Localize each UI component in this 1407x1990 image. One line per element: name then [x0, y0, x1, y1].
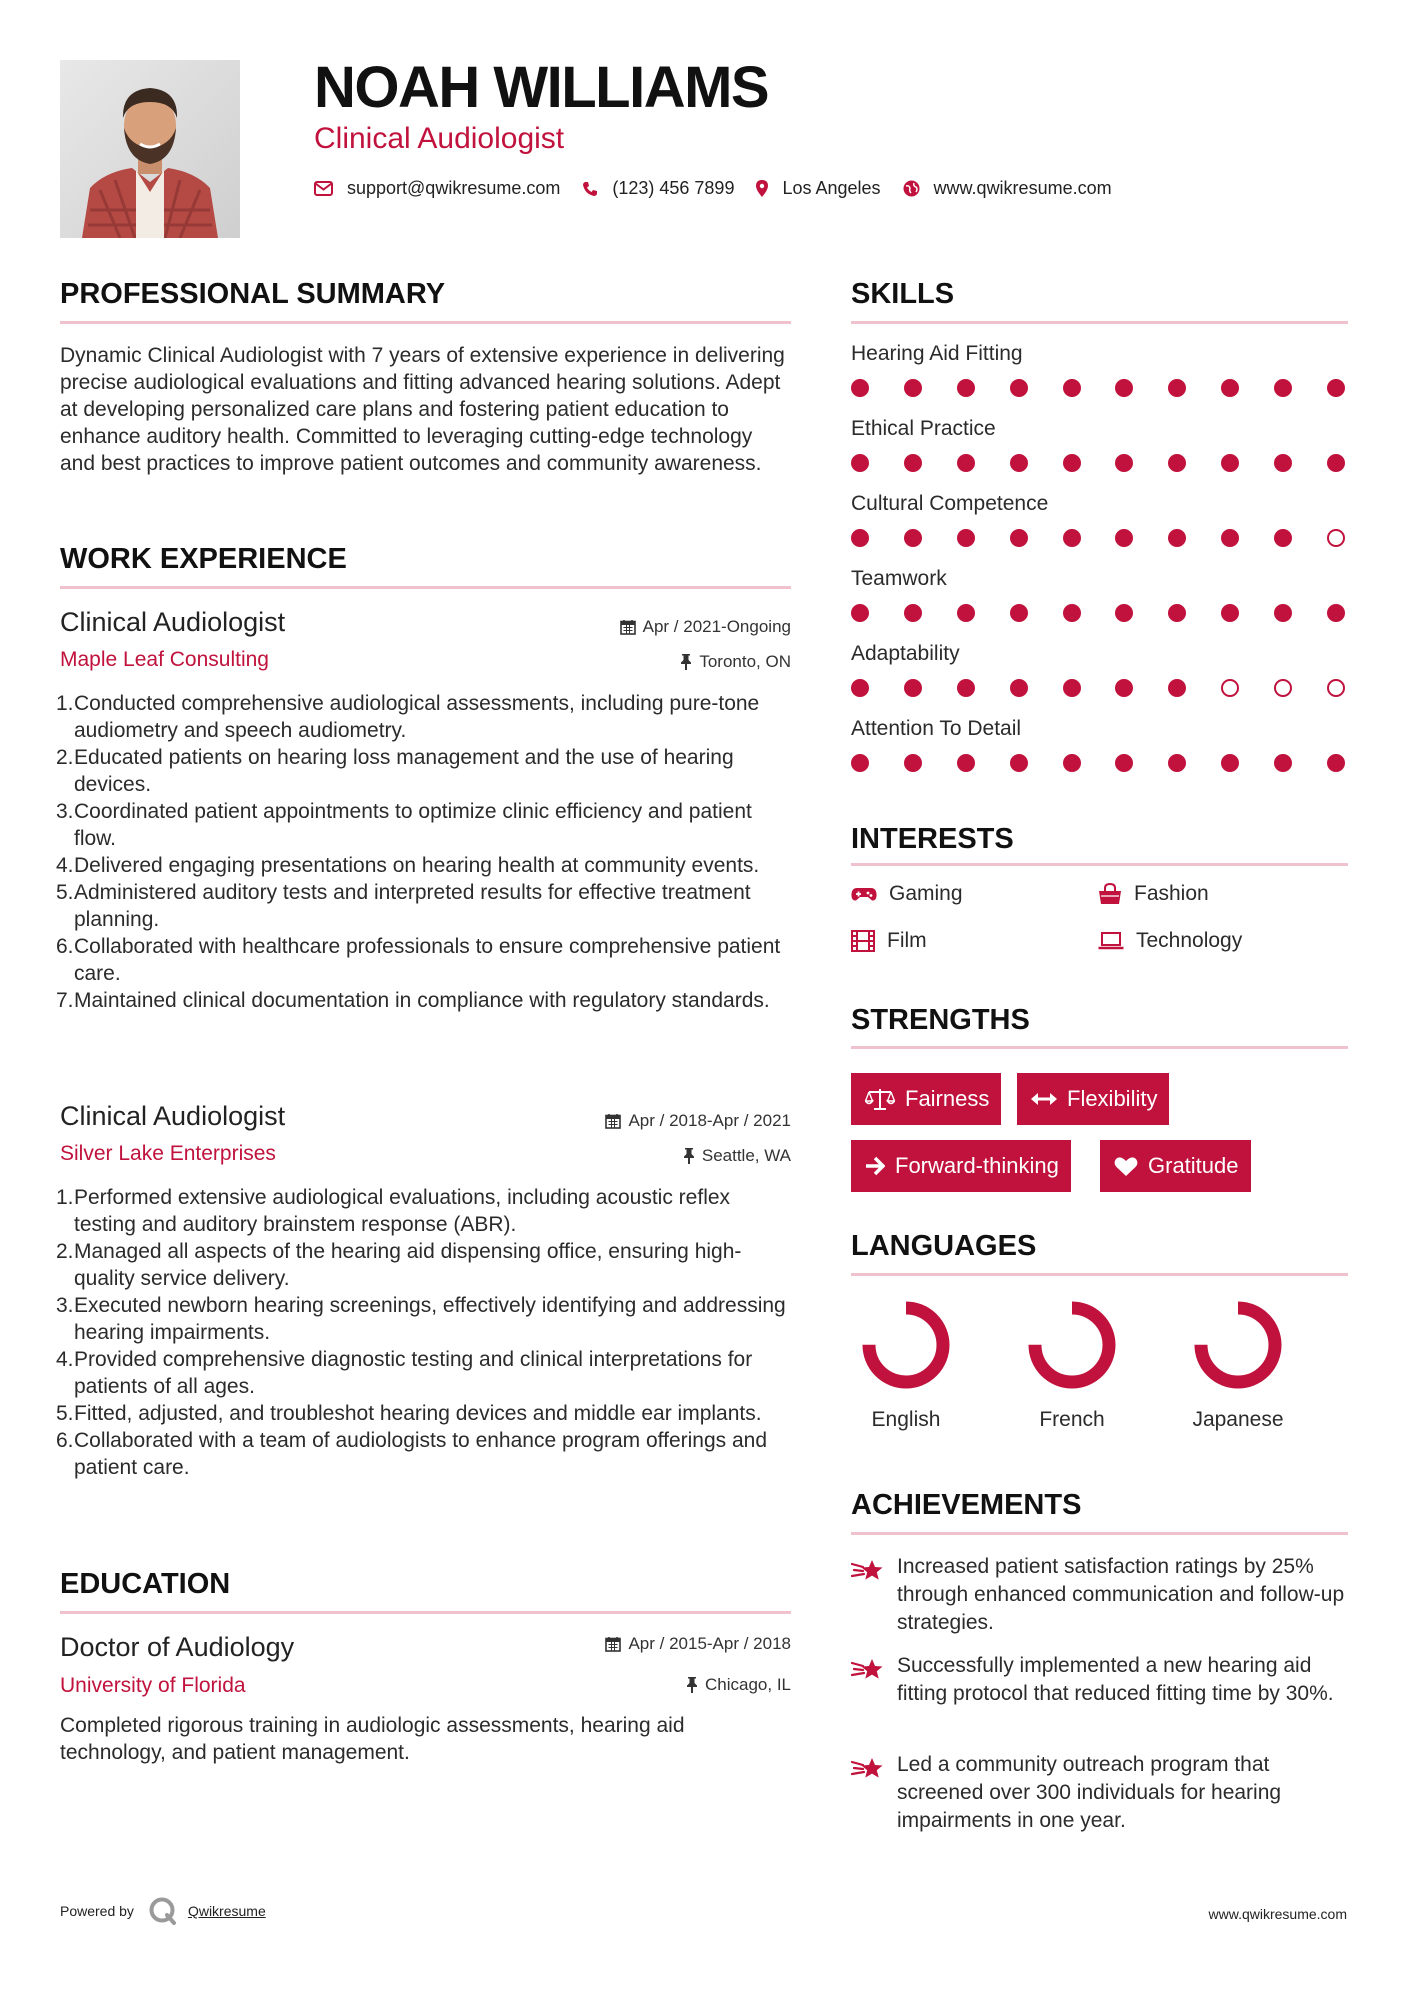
education-divider	[60, 1611, 791, 1614]
duty-text: Educated patients on hearing loss management and the use of hearing devices.	[74, 746, 734, 796]
achievement-text: Successfully implemented a new hearing aid fitting protocol that reduced fitting time by 30%.	[897, 1654, 1334, 1705]
language-ring	[861, 1300, 951, 1390]
interests-divider	[851, 863, 1348, 866]
rating-dot-filled	[1115, 529, 1133, 547]
rating-dot-filled	[1274, 604, 1292, 622]
language-label: French	[1039, 1408, 1105, 1431]
job-duties-list	[56, 1184, 791, 1481]
list-item: 2. Educated patients on hearing loss management and the use of hearing devices.	[56, 744, 791, 798]
language-ring	[1193, 1300, 1283, 1390]
job-dates	[605, 1111, 791, 1131]
job-dates	[620, 617, 791, 637]
rating-dot-filled	[1010, 604, 1028, 622]
duty-text: Administered auditory tests and interpreted results for effective treatment planning.	[74, 881, 751, 931]
skill-rating	[851, 454, 1345, 472]
duty-text: Coordinated patient appointments to optimize clinic efficiency and patient flow.	[74, 800, 752, 850]
contact-location	[756, 178, 880, 199]
rating-dot-filled	[957, 604, 975, 622]
job-dates-text: Apr / 2018-Apr / 2021	[628, 1111, 791, 1130]
phone-text: (123) 456 7899	[612, 178, 735, 198]
languages-divider	[851, 1273, 1348, 1276]
duty-text: Conducted comprehensive audiological assessments, including pure-tone audiometry and speech audiometry.	[74, 692, 760, 742]
qwikresume-logo-icon	[148, 1896, 178, 1926]
rating-dot-filled	[904, 679, 922, 697]
interest-label: Technology	[1136, 929, 1243, 952]
education-dates-text: Apr / 2015-Apr / 2018	[628, 1634, 791, 1653]
achievement-item	[851, 1751, 1347, 1835]
interest-label: Gaming	[889, 882, 963, 905]
strength-badge-flexibility	[1017, 1073, 1169, 1125]
rating-dot-filled	[957, 754, 975, 772]
rating-dot-filled	[1221, 529, 1239, 547]
rating-dot-filled	[1221, 604, 1239, 622]
powered-by-text: Powered by	[60, 1903, 134, 1919]
language-item	[849, 1300, 969, 1432]
candidate-name: NOAH WILLIAMS	[314, 55, 769, 120]
achievements-heading: ACHIEVEMENTS	[851, 1489, 1082, 1521]
shooting-star-icon	[851, 1555, 885, 1585]
skill-label: Hearing Aid Fitting	[851, 342, 1023, 365]
laptop-icon	[1098, 932, 1124, 950]
contact-phone[interactable]	[582, 178, 734, 199]
list-item: 3. Executed newborn hearing screenings, effectively identifying and addressing hearing impairments.	[56, 1292, 791, 1346]
job-company: Maple Leaf Consulting	[60, 648, 269, 671]
rating-dot-filled	[1327, 379, 1345, 397]
job-location-text: Seattle, WA	[701, 1146, 791, 1165]
language-label: English	[871, 1408, 941, 1431]
rating-dot-filled	[1115, 454, 1133, 472]
rating-dot-filled	[904, 529, 922, 547]
interest-label: Film	[887, 929, 927, 952]
rating-dot-filled	[904, 604, 922, 622]
rating-dot-filled	[1274, 754, 1292, 772]
skill-label: Teamwork	[851, 567, 947, 590]
list-item: 7. Maintained clinical documentation in compliance with regulatory standards.	[56, 989, 770, 1012]
contact-bar	[314, 178, 1134, 199]
rating-dot-filled	[1274, 454, 1292, 472]
rating-dot-filled	[1063, 379, 1081, 397]
shooting-star-icon	[851, 1753, 885, 1783]
strength-label: Gratitude	[1148, 1153, 1239, 1178]
contact-email[interactable]	[314, 178, 560, 199]
rating-dot-empty	[1327, 529, 1345, 547]
rating-dot-filled	[1115, 604, 1133, 622]
profile-photo	[60, 60, 240, 238]
language-level-arc	[1201, 1308, 1275, 1382]
strength-badge-gratitude	[1100, 1140, 1251, 1192]
education-text: Completed rigorous training in audiologic assessments, hearing aid technology, and patient management.	[60, 1714, 685, 1764]
rating-dot-filled	[1221, 454, 1239, 472]
duty-text: Collaborated with healthcare professionals to ensure comprehensive patient care.	[74, 935, 781, 985]
rating-dot-empty	[1327, 679, 1345, 697]
calendar-icon	[620, 619, 636, 635]
rating-dot-filled	[904, 454, 922, 472]
duty-text: Maintained clinical documentation in compliance with regulatory standards.	[74, 989, 770, 1012]
language-level-arc	[869, 1308, 943, 1382]
duty-text: Collaborated with a team of audiologists to enhance program offerings and patient care.	[74, 1429, 768, 1479]
rating-dot-filled	[957, 529, 975, 547]
pushpin-icon	[683, 1148, 695, 1164]
summary-divider	[60, 321, 791, 324]
experience-divider	[60, 586, 791, 589]
calendar-icon	[605, 1113, 621, 1129]
rating-dot-filled	[1274, 379, 1292, 397]
rating-dot-filled	[1010, 379, 1028, 397]
language-label: Japanese	[1192, 1408, 1284, 1431]
job-title: Clinical Audiologist	[60, 1101, 286, 1131]
rating-dot-filled	[851, 754, 869, 772]
interest-label: Fashion	[1134, 882, 1209, 905]
duty-text: Performed extensive audiological evaluations, including acoustic reflex testing and auditory brainstem response (ABR).	[74, 1186, 731, 1236]
rating-dot-filled	[1115, 379, 1133, 397]
language-item	[1181, 1300, 1301, 1432]
language-item	[1015, 1300, 1135, 1432]
website-text: www.qwikresume.com	[933, 178, 1112, 198]
rating-dot-filled	[1063, 679, 1081, 697]
footer-website[interactable]: www.qwikresume.com	[1208, 1906, 1347, 1922]
rating-dot-filled	[904, 379, 922, 397]
skill-rating	[851, 529, 1345, 547]
rating-dot-filled	[1168, 679, 1186, 697]
education-location-text: Chicago, IL	[705, 1675, 791, 1694]
summary-heading: PROFESSIONAL SUMMARY	[60, 278, 446, 310]
rating-dot-filled	[1168, 454, 1186, 472]
rating-dot-filled	[1010, 529, 1028, 547]
job-location	[683, 1146, 791, 1166]
rating-dot-filled	[851, 379, 869, 397]
rating-dot-filled	[957, 679, 975, 697]
rating-dot-filled	[851, 529, 869, 547]
rating-dot-filled	[957, 454, 975, 472]
rating-dot-filled	[1063, 529, 1081, 547]
language-ring	[1027, 1300, 1117, 1390]
list-item: 3. Coordinated patient appointments to optimize clinic efficiency and patient flow.	[56, 798, 791, 852]
globe-icon	[903, 180, 920, 197]
strength-label: Fairness	[905, 1086, 990, 1111]
list-item: 5. Fitted, adjusted, and troubleshot hearing devices and middle ear implants.	[56, 1402, 762, 1425]
rating-dot-filled	[957, 379, 975, 397]
rating-dot-filled	[1327, 754, 1345, 772]
footer-powered-by	[60, 1896, 266, 1926]
qwikresume-link[interactable]: Qwikresume	[187, 1903, 266, 1919]
skills-heading: SKILLS	[851, 278, 955, 310]
rating-dot-filled	[851, 454, 869, 472]
rating-dot-filled	[1221, 379, 1239, 397]
map-marker-icon	[756, 180, 768, 197]
interest-item-film	[851, 929, 927, 953]
rating-dot-filled	[1168, 604, 1186, 622]
rating-dot-filled	[1063, 754, 1081, 772]
calendar-icon	[605, 1636, 621, 1652]
skills-divider	[851, 321, 1348, 324]
rating-dot-empty	[1274, 679, 1292, 697]
job-company: Silver Lake Enterprises	[60, 1142, 276, 1165]
languages-heading: LANGUAGES	[851, 1230, 1037, 1262]
education-dates	[605, 1634, 791, 1654]
education-heading: EDUCATION	[60, 1568, 231, 1600]
degree-title: Doctor of Audiology	[60, 1632, 295, 1662]
list-item: 1. Performed extensive audiological evaluations, including acoustic reflex testing and auditory brainstem response (ABR).	[56, 1184, 791, 1238]
shooting-star-icon	[851, 1654, 885, 1684]
strength-label: Flexibility	[1067, 1086, 1158, 1111]
skill-label: Adaptability	[851, 642, 960, 665]
candidate-role: Clinical Audiologist	[314, 122, 565, 155]
film-icon	[851, 930, 875, 952]
strengths-heading: STRENGTHS	[851, 1004, 1030, 1036]
strength-label: Forward-thinking	[895, 1153, 1059, 1178]
duty-text: Provided comprehensive diagnostic testing and clinical interpretations for patients of all ages.	[74, 1348, 753, 1398]
list-item: 6. Collaborated with a team of audiologists to enhance program offerings and patient care.	[56, 1427, 791, 1481]
duty-text: Managed all aspects of the hearing aid dispensing office, ensuring high-quality service delivery.	[74, 1240, 742, 1290]
rating-dot-filled	[1221, 754, 1239, 772]
arrow-right-icon	[865, 1156, 885, 1176]
rating-dot-filled	[1168, 754, 1186, 772]
job-title: Clinical Audiologist	[60, 607, 286, 637]
location-text: Los Angeles	[782, 178, 881, 198]
achievement-text: Increased patient satisfaction ratings by 25% through enhanced communication and follow-up strategies.	[897, 1555, 1345, 1634]
list-item: 5. Administered auditory tests and interpreted results for effective treatment planning.	[56, 879, 791, 933]
interest-item-fashion	[1098, 882, 1209, 906]
job-location-text: Toronto, ON	[699, 652, 791, 671]
skill-label: Ethical Practice	[851, 417, 996, 440]
balance-scale-icon	[865, 1087, 895, 1111]
rating-dot-filled	[851, 604, 869, 622]
skill-rating	[851, 604, 1345, 622]
rating-dot-filled	[1063, 454, 1081, 472]
skill-label: Cultural Competence	[851, 492, 1049, 515]
language-level-arc	[1035, 1308, 1109, 1382]
skill-label: Attention To Detail	[851, 717, 1022, 740]
rating-dot-filled	[1327, 454, 1345, 472]
strength-badge-forward-thinking	[851, 1140, 1071, 1192]
pushpin-icon	[680, 654, 692, 670]
experience-heading: WORK EXPERIENCE	[60, 543, 347, 575]
list-item: 4. Delivered engaging presentations on hearing health at community events.	[56, 854, 760, 877]
education-location	[686, 1675, 791, 1695]
shopping-bag-icon	[1098, 883, 1122, 905]
duty-text: Delivered engaging presentations on hearing health at community events.	[74, 854, 760, 877]
rating-dot-filled	[1010, 454, 1028, 472]
job-location	[680, 652, 791, 672]
rating-dot-filled	[1168, 529, 1186, 547]
envelope-icon	[314, 181, 333, 196]
job-duties-list	[56, 690, 791, 1014]
school-name: University of Florida	[60, 1674, 246, 1697]
list-item: 6. Collaborated with healthcare professionals to ensure comprehensive patient care.	[56, 933, 791, 987]
duty-text: Executed newborn hearing screenings, effectively identifying and addressing hearing impairments.	[74, 1294, 786, 1344]
email-text: support@qwikresume.com	[347, 178, 561, 198]
rating-dot-filled	[1063, 604, 1081, 622]
achievement-item	[851, 1553, 1347, 1637]
rating-dot-empty	[1221, 679, 1239, 697]
job-dates-text: Apr / 2021-Ongoing	[642, 617, 791, 636]
rating-dot-filled	[851, 679, 869, 697]
rating-dot-filled	[904, 754, 922, 772]
rating-dot-filled	[1010, 754, 1028, 772]
interests-heading: INTERESTS	[851, 823, 1014, 855]
list-item: 1. Conducted comprehensive audiological assessments, including pure-tone audiometry and speech audiometry.	[56, 690, 791, 744]
strength-badge-fairness	[851, 1073, 1001, 1125]
interest-item-gaming	[851, 882, 963, 906]
rating-dot-filled	[1168, 379, 1186, 397]
rating-dot-filled	[1115, 679, 1133, 697]
strengths-divider	[851, 1046, 1348, 1049]
achievement-text: Led a community outreach program that screened over 300 individuals for hearing impairments in one year.	[897, 1753, 1282, 1832]
rating-dot-filled	[1327, 604, 1345, 622]
skill-rating	[851, 679, 1345, 697]
phone-icon	[582, 181, 598, 197]
heart-icon	[1114, 1156, 1138, 1177]
skill-rating	[851, 754, 1345, 772]
gamepad-icon	[851, 886, 877, 902]
skill-rating	[851, 379, 1345, 397]
achievements-divider	[851, 1532, 1348, 1535]
rating-dot-filled	[1010, 679, 1028, 697]
list-item: 4. Provided comprehensive diagnostic testing and clinical interpretations for patients of all ages.	[56, 1346, 791, 1400]
arrows-horizontal-icon	[1031, 1092, 1057, 1106]
pushpin-icon	[686, 1677, 698, 1693]
duty-text: Fitted, adjusted, and troubleshot hearing devices and middle ear implants.	[74, 1402, 762, 1425]
contact-website[interactable]	[903, 178, 1112, 199]
interest-item-technology	[1098, 929, 1242, 953]
rating-dot-filled	[1274, 529, 1292, 547]
summary-text: Dynamic Clinical Audiologist with 7 years of extensive experience in delivering precise audiological evaluations and fitting advanced hearing solutions. Adept at developing personalized care plans and fostering patient education to enhance auditory health. Committed to leveraging cutting-edge technology and best practices to improve patient outcomes and community awareness.	[60, 344, 785, 475]
achievement-item	[851, 1652, 1347, 1708]
rating-dot-filled	[1115, 754, 1133, 772]
list-item: 2. Managed all aspects of the hearing aid dispensing office, ensuring high-quality service delivery.	[56, 1238, 791, 1292]
